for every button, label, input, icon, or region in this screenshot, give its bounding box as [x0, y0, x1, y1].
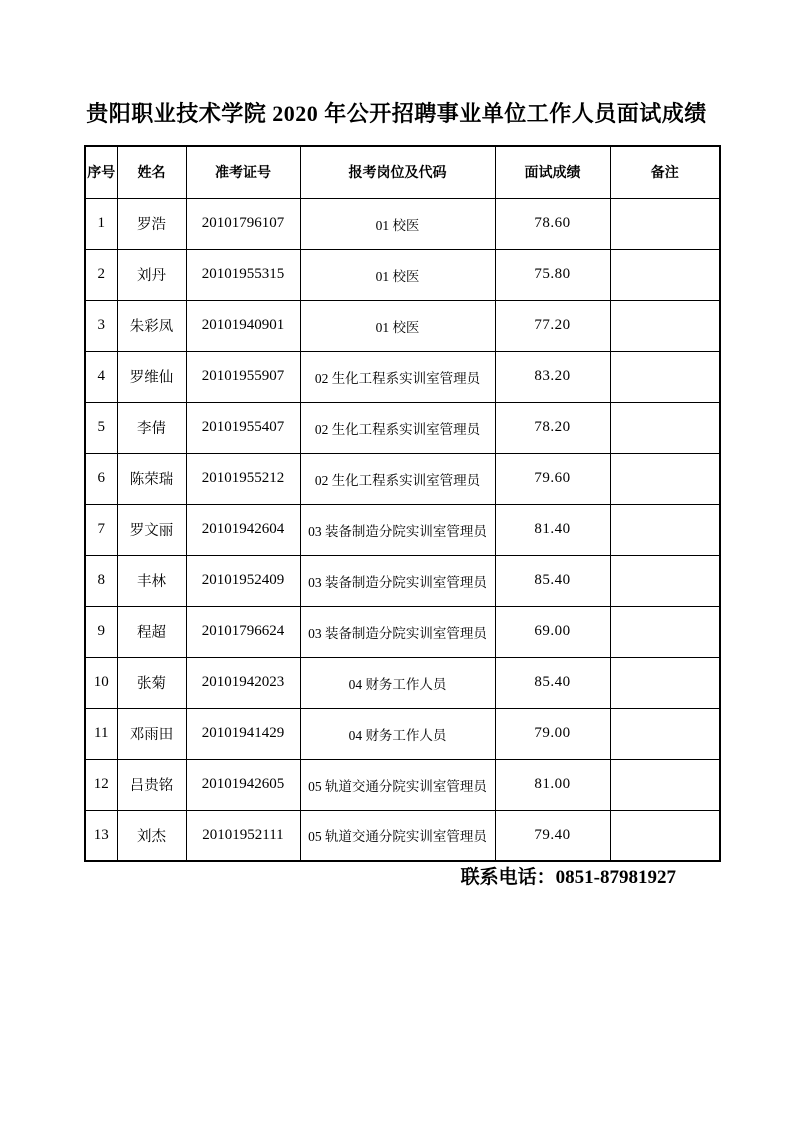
- cell-name: 刘丹: [117, 249, 186, 300]
- table-row: [85, 402, 720, 453]
- table-row: [85, 657, 720, 708]
- cell-no: 2: [85, 249, 117, 300]
- cell-remark: [610, 300, 720, 351]
- cell-score: 75.80: [495, 249, 610, 300]
- cell-no: 1: [85, 198, 117, 249]
- cell-remark: [610, 759, 720, 810]
- cell-name: 罗维仙: [117, 351, 186, 402]
- table-header-row: [85, 146, 720, 198]
- cell-ticket: 20101955407: [186, 402, 300, 453]
- cell-score: 83.20: [495, 351, 610, 402]
- cell-remark: [610, 504, 720, 555]
- cell-remark: [610, 810, 720, 861]
- table-row: [85, 249, 720, 300]
- cell-name: 邓雨田: [117, 708, 186, 759]
- contact-phone: 联系电话：0851-87981927: [460, 867, 676, 888]
- column-header-name: 姓名: [117, 146, 186, 198]
- cell-no: 8: [85, 555, 117, 606]
- cell-no: 13: [85, 810, 117, 861]
- cell-remark: [610, 657, 720, 708]
- cell-position: 01 校医: [300, 249, 495, 300]
- cell-position: 03 装备制造分院实训室管理员: [300, 606, 495, 657]
- table-header: [85, 146, 720, 198]
- cell-position: 02 生化工程系实训室管理员: [300, 453, 495, 504]
- cell-remark: [610, 708, 720, 759]
- cell-score: 85.40: [495, 555, 610, 606]
- cell-position: 05 轨道交通分院实训室管理员: [300, 759, 495, 810]
- table-row: [85, 453, 720, 504]
- cell-score: 78.20: [495, 402, 610, 453]
- cell-ticket: 20101796624: [186, 606, 300, 657]
- page-title: 贵阳职业技术学院 2020 年公开招聘事业单位工作人员面试成绩: [86, 101, 707, 126]
- cell-no: 7: [85, 504, 117, 555]
- cell-ticket: 20101955907: [186, 351, 300, 402]
- cell-position: 01 校医: [300, 198, 495, 249]
- column-header-ticket: 准考证号: [186, 146, 300, 198]
- cell-score: 78.60: [495, 198, 610, 249]
- cell-ticket: 20101942604: [186, 504, 300, 555]
- cell-score: 81.40: [495, 504, 610, 555]
- cell-no: 12: [85, 759, 117, 810]
- cell-position: 03 装备制造分院实训室管理员: [300, 504, 495, 555]
- cell-no: 6: [85, 453, 117, 504]
- cell-remark: [610, 555, 720, 606]
- table-row: [85, 198, 720, 249]
- cell-score: 85.40: [495, 657, 610, 708]
- cell-position: 04 财务工作人员: [300, 708, 495, 759]
- cell-name: 陈荣瑞: [117, 453, 186, 504]
- table-row: [85, 300, 720, 351]
- cell-remark: [610, 198, 720, 249]
- cell-ticket: 20101941429: [186, 708, 300, 759]
- cell-remark: [610, 606, 720, 657]
- cell-name: 李倩: [117, 402, 186, 453]
- cell-name: 罗浩: [117, 198, 186, 249]
- cell-position: 05 轨道交通分院实训室管理员: [300, 810, 495, 861]
- cell-ticket: 20101955212: [186, 453, 300, 504]
- cell-ticket: 20101952111: [186, 810, 300, 861]
- table-row: [85, 810, 720, 861]
- cell-name: 刘杰: [117, 810, 186, 861]
- table-row: [85, 759, 720, 810]
- cell-ticket: 20101955315: [186, 249, 300, 300]
- cell-name: 朱彩凤: [117, 300, 186, 351]
- cell-position: 02 生化工程系实训室管理员: [300, 402, 495, 453]
- cell-name: 程超: [117, 606, 186, 657]
- cell-position: 03 装备制造分院实训室管理员: [300, 555, 495, 606]
- cell-score: 79.00: [495, 708, 610, 759]
- cell-name: 吕贵铭: [117, 759, 186, 810]
- cell-name: 张菊: [117, 657, 186, 708]
- table-row: [85, 555, 720, 606]
- cell-no: 4: [85, 351, 117, 402]
- cell-position: 04 财务工作人员: [300, 657, 495, 708]
- table-row: [85, 708, 720, 759]
- cell-no: 3: [85, 300, 117, 351]
- cell-no: 5: [85, 402, 117, 453]
- column-header-remark: 备注: [610, 146, 720, 198]
- cell-remark: [610, 453, 720, 504]
- column-header-score: 面试成绩: [495, 146, 610, 198]
- cell-name: 丰林: [117, 555, 186, 606]
- cell-ticket: 20101942605: [186, 759, 300, 810]
- cell-no: 9: [85, 606, 117, 657]
- column-header-no: 序号: [85, 146, 117, 198]
- cell-remark: [610, 402, 720, 453]
- cell-remark: [610, 249, 720, 300]
- cell-remark: [610, 351, 720, 402]
- column-header-position: 报考岗位及代码: [300, 146, 495, 198]
- table-row: [85, 351, 720, 402]
- cell-ticket: 20101942023: [186, 657, 300, 708]
- cell-name: 罗文丽: [117, 504, 186, 555]
- cell-position: 02 生化工程系实训室管理员: [300, 351, 495, 402]
- table-row: [85, 504, 720, 555]
- table-row: [85, 606, 720, 657]
- cell-ticket: 20101952409: [186, 555, 300, 606]
- cell-no: 11: [85, 708, 117, 759]
- cell-score: 79.40: [495, 810, 610, 861]
- cell-no: 10: [85, 657, 117, 708]
- interview-score-table: [84, 145, 721, 862]
- cell-ticket: 20101940901: [186, 300, 300, 351]
- cell-position: 01 校医: [300, 300, 495, 351]
- table-body: [85, 198, 720, 861]
- cell-score: 79.60: [495, 453, 610, 504]
- cell-ticket: 20101796107: [186, 198, 300, 249]
- cell-score: 81.00: [495, 759, 610, 810]
- cell-score: 77.20: [495, 300, 610, 351]
- cell-score: 69.00: [495, 606, 610, 657]
